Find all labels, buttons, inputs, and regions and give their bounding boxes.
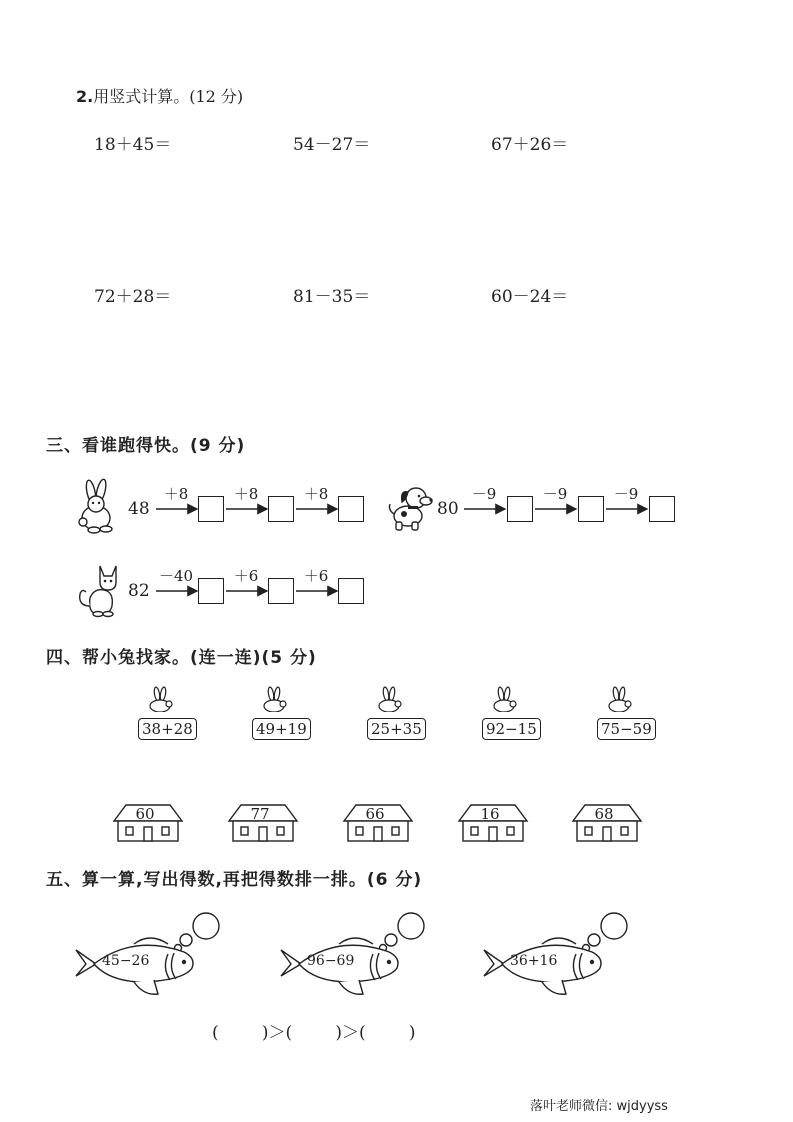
fish-2 xyxy=(279,910,429,1000)
chain-3-op-2: ＋6 xyxy=(233,567,259,585)
chain-1-op-1: ＋8 xyxy=(163,485,189,503)
fish-3 xyxy=(482,910,632,1000)
vertical-calc-1: 18＋45＝ xyxy=(94,135,172,155)
house-1[interactable] xyxy=(112,803,184,843)
rabbit-card-label: 92−15 xyxy=(482,718,541,740)
rabbit-card-4[interactable] xyxy=(482,686,542,744)
chain-1-start: 48 xyxy=(128,499,150,519)
rabbit-card-1[interactable] xyxy=(138,686,198,744)
answer-box[interactable] xyxy=(198,578,224,604)
vertical-calc-4: 72＋28＝ xyxy=(94,287,172,307)
section-2-title-text: 用竖式计算。(12 分) xyxy=(93,87,244,106)
answer-box[interactable] xyxy=(507,496,533,522)
answer-box[interactable] xyxy=(338,578,364,604)
chain-2-op-3: －9 xyxy=(613,485,639,503)
rabbit-icon xyxy=(146,686,174,712)
rabbit-card-5[interactable] xyxy=(597,686,657,744)
rabbit-card-3[interactable] xyxy=(367,686,427,744)
fish-expression: 45−26 xyxy=(102,953,150,969)
house-number: 66 xyxy=(365,805,385,823)
house-number: 16 xyxy=(480,805,500,823)
vertical-calc-3: 67＋26＝ xyxy=(491,135,569,155)
answer-box[interactable] xyxy=(649,496,675,522)
section-3-title: 三、看谁跑得快。(9 分) xyxy=(46,436,246,456)
answer-box[interactable] xyxy=(578,496,604,522)
answer-box[interactable] xyxy=(268,496,294,522)
chain-1-op-2: ＋8 xyxy=(233,485,259,503)
house-5[interactable] xyxy=(571,803,643,843)
rabbit-icon xyxy=(490,686,518,712)
vertical-calc-5: 81－35＝ xyxy=(293,287,371,307)
house-3[interactable] xyxy=(342,803,414,843)
vertical-calc-6: 60－24＝ xyxy=(491,287,569,307)
rabbit-card-2[interactable] xyxy=(252,686,312,744)
house-2[interactable] xyxy=(227,803,299,843)
section-2-number: 2. xyxy=(76,87,94,106)
section-4-title: 四、帮小兔找家。(连一连)(5 分) xyxy=(46,648,317,668)
rabbit-icon xyxy=(74,478,120,534)
rabbit-icon xyxy=(260,686,288,712)
chain-3-op-1: －40 xyxy=(158,567,194,585)
chain-3-op-3: ＋6 xyxy=(303,567,329,585)
rabbit-icon xyxy=(605,686,633,712)
rabbit-card-label: 49+19 xyxy=(252,718,311,740)
answer-box[interactable] xyxy=(198,496,224,522)
cat-icon xyxy=(74,562,122,618)
dog-icon xyxy=(386,484,434,532)
section-5-title: 五、算一算,写出得数,再把得数排一排。(6 分) xyxy=(46,870,423,890)
chain-2-op-1: －9 xyxy=(471,485,497,503)
answer-box[interactable] xyxy=(268,578,294,604)
chain-2-start: 80 xyxy=(437,499,459,519)
rabbit-card-label: 75−59 xyxy=(597,718,656,740)
rabbit-card-label: 25+35 xyxy=(367,718,426,740)
chain-2-op-2: －9 xyxy=(542,485,568,503)
answer-box[interactable] xyxy=(338,496,364,522)
house-4[interactable] xyxy=(457,803,529,843)
fish-expression: 36+16 xyxy=(510,953,558,969)
fish-expression: 96−69 xyxy=(307,953,355,969)
vertical-calc-2: 54－27＝ xyxy=(293,135,371,155)
house-number: 77 xyxy=(250,805,270,823)
rabbit-icon xyxy=(375,686,403,712)
house-number: 68 xyxy=(594,805,614,823)
house-number: 60 xyxy=(135,805,155,823)
ordering-blanks[interactable]: ( )＞( )＞( ) xyxy=(212,1023,416,1043)
chain-3-start: 82 xyxy=(128,581,150,601)
chain-1-op-3: ＋8 xyxy=(303,485,329,503)
rabbit-card-label: 38+28 xyxy=(138,718,197,740)
footer-note: 落叶老师微信: wjdyyss xyxy=(530,1099,668,1114)
fish-1 xyxy=(74,910,224,1000)
